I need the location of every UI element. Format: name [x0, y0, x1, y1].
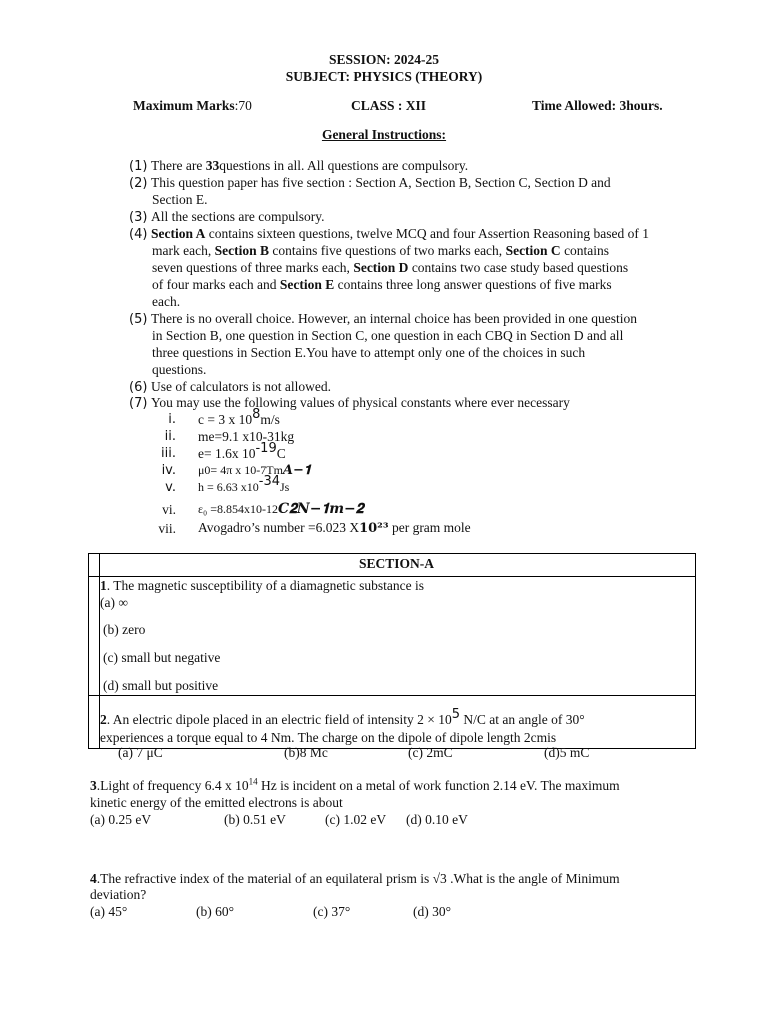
constant-speed-of-light: c = 3 x 108m/s [198, 407, 280, 427]
constant-electron-mass: me=9.1 x10-31kg [198, 429, 295, 444]
constant-permittivity: ε₀ =8.854x10-12𝑪𝟐𝑵−𝟏𝒎−𝟐 [198, 501, 364, 517]
q2-option-c: (c) 2mC [408, 745, 453, 760]
instruction-text: All the sections are compulsory. [151, 209, 325, 224]
q3-option-a: (a) 0.25 eV [90, 812, 152, 827]
time-label: Time Allowed [532, 98, 612, 113]
question-2-line2: experiences a torque equal to 4 Nm. The charge on the dipole of dipole length 2cmis [100, 730, 557, 745]
question-4: 4.The refractive index of the material of an equilateral prism is √3 .What is the angle of Minimum [90, 871, 620, 886]
instruction-2 [129, 175, 611, 191]
max-marks-value: :70 [234, 98, 252, 113]
constant-roman-6: vi. [162, 502, 176, 517]
instruction-4-line2: mark each, Section B contains five questions of two marks each, Section C contains [152, 243, 610, 258]
general-instructions-heading: General Instructions: [321, 127, 447, 142]
instruction-4-line5: each. [152, 294, 181, 309]
instruction-bold: 33 [205, 158, 220, 173]
instruction-number: (2) [129, 176, 148, 191]
q4-option-a: (a) 45° [90, 904, 128, 919]
instruction-5-line3: three questions in Section E.You have to attempt only one of the choices in such [152, 345, 586, 360]
instruction-number: (7) [129, 396, 148, 411]
max-marks [133, 98, 252, 114]
instruction-text: questions in all. All questions are compulsory. [219, 158, 469, 173]
instruction-5-line2: in Section B, one question in Section C, one question in each CBQ in Section D and all [152, 328, 624, 343]
constant-roman-3: iii. [161, 446, 176, 461]
constant-roman-2: ii. [164, 429, 176, 444]
instruction-text: There are [151, 158, 206, 173]
q1-option-d: (d) small but positive [103, 678, 219, 693]
instruction-7 [129, 395, 570, 411]
section-a-title: SECTION-A [358, 556, 434, 571]
instruction-number: (4) [129, 227, 148, 242]
question-3-line2: kinetic energy of the emitted electrons is about [90, 795, 343, 810]
q2-option-d: (d)5 mC [544, 745, 590, 760]
constant-electron-charge: e= 1.6x 10-19C [198, 441, 286, 461]
instruction-3 [129, 209, 324, 225]
instruction-text: This question paper has five section : Section A, Section B, Section C, Section D and [151, 175, 611, 190]
question-4-line2: deviation? [90, 887, 147, 902]
instruction-number: (1) [129, 159, 148, 174]
instruction-1 [129, 158, 468, 174]
q3-option-c: (c) 1.02 eV [325, 812, 387, 827]
q1-option-c: (c) small but negative [103, 650, 221, 665]
instruction-text: contains sixteen questions, twelve MCQ and four Assertion Reasoning based of 1 [205, 226, 649, 241]
constant-permeability: μ0= 4π x 10-7Tm𝑨−𝟏 [198, 463, 312, 478]
session-heading: SESSION: 2024-25 [329, 52, 439, 67]
instruction-4 [129, 226, 649, 242]
question-1: 1. The magnetic susceptibility of a diamagnetic substance is [100, 578, 425, 593]
class-label: CLASS : XII [351, 98, 427, 113]
instruction-text: There is no overall choice. However, an internal choice has been provided in one question [151, 311, 638, 326]
constant-avogadro: Avogadro’s number =6.023 X𝟏𝟎²³ per gram mole [198, 520, 471, 536]
instruction-number: (3) [129, 210, 148, 225]
instruction-number: (6) [129, 380, 148, 395]
instruction-4-line4: of four marks each and Section E contains three long answer questions of five marks [152, 277, 612, 292]
subject-heading: SUBJECT: PHYSICS (THEORY) [285, 69, 483, 84]
time-value: : 3hours. [611, 98, 663, 113]
q3-option-d: (d) 0.10 eV [406, 812, 468, 827]
q2-option-a: (a) 7 μC [118, 745, 163, 760]
question-3: 3.Light of frequency 6.4 x $10^{14}$ Hz is incident on a metal of work function 2.14 eV. The maximum [90, 776, 620, 793]
constant-roman-4: iv. [161, 463, 176, 478]
q4-option-d: (d) 30° [413, 904, 452, 919]
constant-roman-1: i. [168, 412, 176, 427]
instruction-bold: Section A [151, 226, 206, 241]
constant-planck: h = 6.63 x10-34Js [198, 474, 290, 494]
instruction-number: (5) [129, 312, 148, 327]
instruction-2-cont: Section E. [152, 192, 208, 207]
instruction-text: You may use the following values of physical constants where ever necessary [151, 395, 570, 410]
q1-option-a: (a) ∞ [100, 595, 128, 610]
constant-roman-5: v. [165, 480, 176, 495]
time-allowed [532, 98, 663, 114]
instruction-6 [129, 379, 331, 395]
instruction-4-line3: seven questions of three marks each, Section D contains two case study based questions [152, 260, 629, 275]
instruction-text: Use of calculators is not allowed. [151, 379, 331, 394]
q4-option-b: (b) 60° [196, 904, 235, 919]
max-marks-label: Maximum Marks [133, 98, 235, 113]
question-2: 2. An electric dipole placed in an electric field of intensity 2 × 105 N/C at an angle of 30° [100, 707, 585, 727]
q3-option-b: (b) 0.51 eV [224, 812, 286, 827]
instruction-5-line4: questions. [152, 362, 207, 377]
constant-roman-7: vii. [158, 521, 176, 536]
q2-option-b: (b)8 Mc [284, 745, 328, 760]
q4-option-c: (c) 37° [313, 904, 351, 919]
instruction-5 [129, 311, 637, 327]
q1-option-b: (b) zero [103, 622, 146, 637]
